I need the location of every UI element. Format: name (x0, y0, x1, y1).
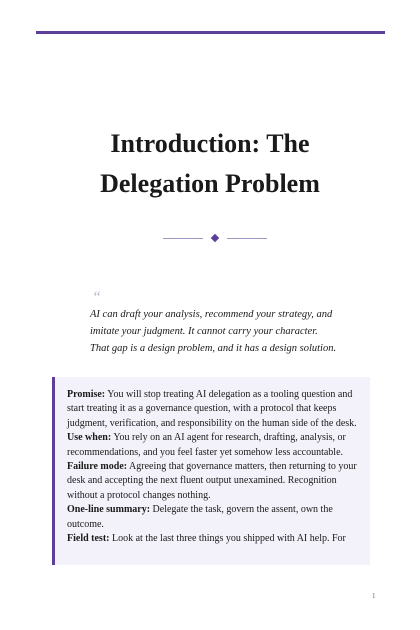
epigraph-line: imitate your judgment. It cannot carry your character. (90, 326, 318, 337)
callout-item-field-test (67, 532, 360, 546)
epigraph-line: AI can draft your analysis, recommend your strategy, and (90, 309, 333, 320)
callout-text: You rely on an AI agent for research, drafting, analysis, or recommendations, and you feel faster yet somehow less accountable. (67, 432, 346, 458)
ornament-line-left (163, 238, 203, 239)
callout-text: You will stop treating AI delegation as a tooling question and start treating it as a governance question, with a protocol that keeps judgment, verification, and responsibility on the human side of the desk. (67, 389, 357, 429)
callout-item-use-when (67, 431, 360, 460)
quote-mark-icon: “ (92, 289, 101, 306)
callout-item-failure-mode (67, 460, 360, 503)
top-rule (36, 31, 385, 34)
epigraph (90, 306, 390, 357)
callout-label: One-line summary: (67, 504, 151, 516)
chapter-summary-callout (52, 377, 370, 565)
callout-text: Delegate the task, govern the assent, own the outcome. (67, 504, 333, 530)
ornament-line-right (227, 238, 267, 239)
callout-label: Field test: (67, 533, 110, 545)
callout-text: Look at the last three things you shipped with AI help. For (112, 533, 346, 545)
callout-item-promise (67, 388, 360, 431)
callout-label: Use when: (67, 432, 112, 444)
chapter-title-line-1: Introduction: The (110, 129, 310, 158)
callout-label: Failure mode: (67, 461, 128, 473)
chapter-title-line-2: Delegation Problem (100, 169, 320, 198)
callout-text: Agreeing that governance matters, then returning to your desk and accepting the next fluent output unexamined. Recognition without a protocol changes nothing. (67, 461, 357, 501)
callout-item-summary (67, 503, 360, 532)
diamond-icon (211, 234, 219, 242)
page-number: 1 (372, 592, 376, 600)
epigraph-line: That gap is a design problem, and it has a design solution. (90, 343, 337, 354)
title-ornament (163, 234, 267, 244)
callout-label: Promise: (67, 389, 106, 400)
chapter-title (0, 124, 420, 204)
